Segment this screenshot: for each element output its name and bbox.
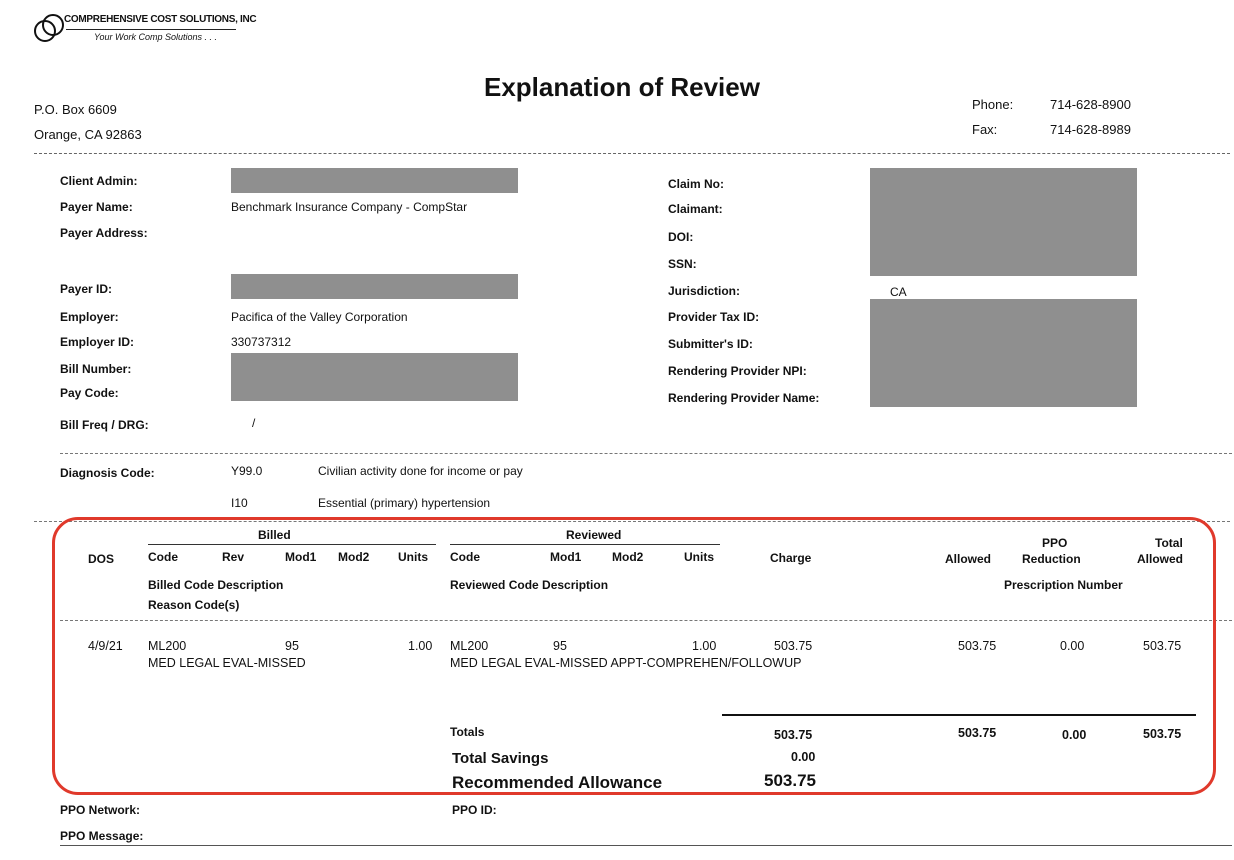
ppo-id-label: PPO ID: xyxy=(452,803,497,817)
totals-label: Totals xyxy=(450,725,485,739)
col-billed-desc: Billed Code Description xyxy=(148,578,284,592)
row-dos: 4/9/21 xyxy=(88,639,123,653)
recommended-allowance-value: 503.75 xyxy=(764,771,816,790)
row-ppo: 0.00 xyxy=(1060,639,1085,653)
diagnosis-code-2: I10 xyxy=(231,496,248,510)
row-rev: 95 xyxy=(285,639,299,653)
row-reviewed-desc: MED LEGAL EVAL-MISSED APPT-COMPREHEN/FOLLOWUP xyxy=(450,656,802,670)
claimant-label: Claimant: xyxy=(668,202,723,216)
diagnosis-desc-1: Civilian activity done for income or pay xyxy=(318,464,523,478)
company-name: COMPREHENSIVE COST SOLUTIONS, INC xyxy=(64,14,257,25)
bill-freq-label: Bill Freq / DRG: xyxy=(60,418,149,432)
col-dos: DOS xyxy=(88,552,115,566)
row-reviewed-units: 1.00 xyxy=(692,639,717,653)
company-tagline: Your Work Comp Solutions . . . xyxy=(94,32,218,42)
col-ppo-top: PPO xyxy=(1042,536,1068,550)
bill-number-label: Bill Number: xyxy=(60,362,132,376)
address-line2: Orange, CA 92863 xyxy=(34,127,142,142)
employer-id-label: Employer ID: xyxy=(60,335,135,349)
phone-value: 714-628-8900 xyxy=(1050,97,1131,112)
fax-label: Fax: xyxy=(972,122,998,137)
rendering-npi-label: Rendering Provider NPI: xyxy=(668,364,807,378)
col-billed-code: Code xyxy=(148,550,178,564)
totals-charge: 503.75 xyxy=(774,728,813,742)
col-prescription: Prescription Number xyxy=(1004,578,1123,592)
col-reviewed-mod1: Mod1 xyxy=(550,550,582,564)
ppo-message-label: PPO Message: xyxy=(60,829,144,843)
col-reviewed-desc: Reviewed Code Description xyxy=(450,578,609,592)
redacted-payer-id xyxy=(231,274,518,299)
bill-freq-value: / xyxy=(252,416,256,430)
col-reviewed-mod2: Mod2 xyxy=(612,550,644,564)
row-allowed: 503.75 xyxy=(958,639,997,653)
total-savings-label: Total Savings xyxy=(452,750,549,767)
pay-code-label: Pay Code: xyxy=(60,386,119,400)
fax-value: 714-628-8989 xyxy=(1050,122,1131,137)
redacted-client-admin xyxy=(231,168,518,193)
row-billed-desc: MED LEGAL EVAL-MISSED xyxy=(148,656,306,670)
col-total-top: Total xyxy=(1155,536,1183,550)
redacted-bill-number xyxy=(231,353,518,401)
col-ppo-bottom: Reduction xyxy=(1022,552,1081,566)
footer-divider xyxy=(60,845,1232,846)
client-admin-label: Client Admin: xyxy=(60,174,138,188)
redacted-provider-info xyxy=(870,299,1137,407)
col-reviewed-code: Code xyxy=(450,550,480,564)
header-divider xyxy=(34,153,1230,154)
reviewed-group-header: Reviewed xyxy=(566,528,622,542)
page-title: Explanation of Review xyxy=(484,72,760,102)
employer-id-value: 330737312 xyxy=(231,335,292,349)
col-units: Units xyxy=(398,550,428,564)
highlight-annotation xyxy=(52,517,1216,795)
provider-tax-id-label: Provider Tax ID: xyxy=(668,310,760,324)
payer-id-label: Payer ID: xyxy=(60,282,113,296)
logo-ring-right-icon xyxy=(42,14,64,36)
employer-value: Pacifica of the Valley Corporation xyxy=(231,310,408,324)
diagnosis-label: Diagnosis Code: xyxy=(60,466,155,480)
row-units: 1.00 xyxy=(408,639,433,653)
ppo-network-label: PPO Network: xyxy=(60,803,141,817)
row-charge: 503.75 xyxy=(774,639,813,653)
jurisdiction-value: CA xyxy=(890,285,907,299)
row-reviewed-mod1: 95 xyxy=(553,639,567,653)
payer-address-label: Payer Address: xyxy=(60,226,148,240)
col-mod1: Mod1 xyxy=(285,550,317,564)
col-reason: Reason Code(s) xyxy=(148,598,240,612)
row-billed-code: ML200 xyxy=(148,639,187,653)
billed-group-header: Billed xyxy=(258,528,291,542)
phone-label: Phone: xyxy=(972,97,1014,112)
totals-ppo: 0.00 xyxy=(1062,728,1087,742)
submitter-id-label: Submitter's ID: xyxy=(668,337,753,351)
claim-no-label: Claim No: xyxy=(668,177,725,191)
totals-total: 503.75 xyxy=(1143,727,1182,741)
recommended-allowance-label: Recommended Allowance xyxy=(452,773,663,792)
fields-divider xyxy=(60,453,1232,454)
jurisdiction-label: Jurisdiction: xyxy=(668,284,741,298)
employer-label: Employer: xyxy=(60,310,119,324)
ssn-label: SSN: xyxy=(668,257,697,271)
totals-allowed: 503.75 xyxy=(958,726,997,740)
diagnosis-code-1: Y99.0 xyxy=(231,464,263,478)
rendering-name-label: Rendering Provider Name: xyxy=(668,391,820,405)
col-charge: Charge xyxy=(770,551,812,565)
redacted-claim-info xyxy=(870,168,1137,276)
col-mod2: Mod2 xyxy=(338,550,370,564)
row-total: 503.75 xyxy=(1143,639,1182,653)
col-rev: Rev xyxy=(222,550,245,564)
col-allowed: Allowed xyxy=(945,552,992,566)
diagnosis-desc-2: Essential (primary) hypertension xyxy=(318,496,491,510)
payer-name-label: Payer Name: xyxy=(60,200,133,214)
address-line1: P.O. Box 6609 xyxy=(34,102,117,117)
col-total-bottom: Allowed xyxy=(1137,552,1184,566)
payer-name-value: Benchmark Insurance Company - CompStar xyxy=(231,200,468,214)
total-savings-value: 0.00 xyxy=(791,750,816,764)
row-reviewed-code: ML200 xyxy=(450,639,489,653)
col-reviewed-units: Units xyxy=(684,550,714,564)
doi-label: DOI: xyxy=(668,230,694,244)
